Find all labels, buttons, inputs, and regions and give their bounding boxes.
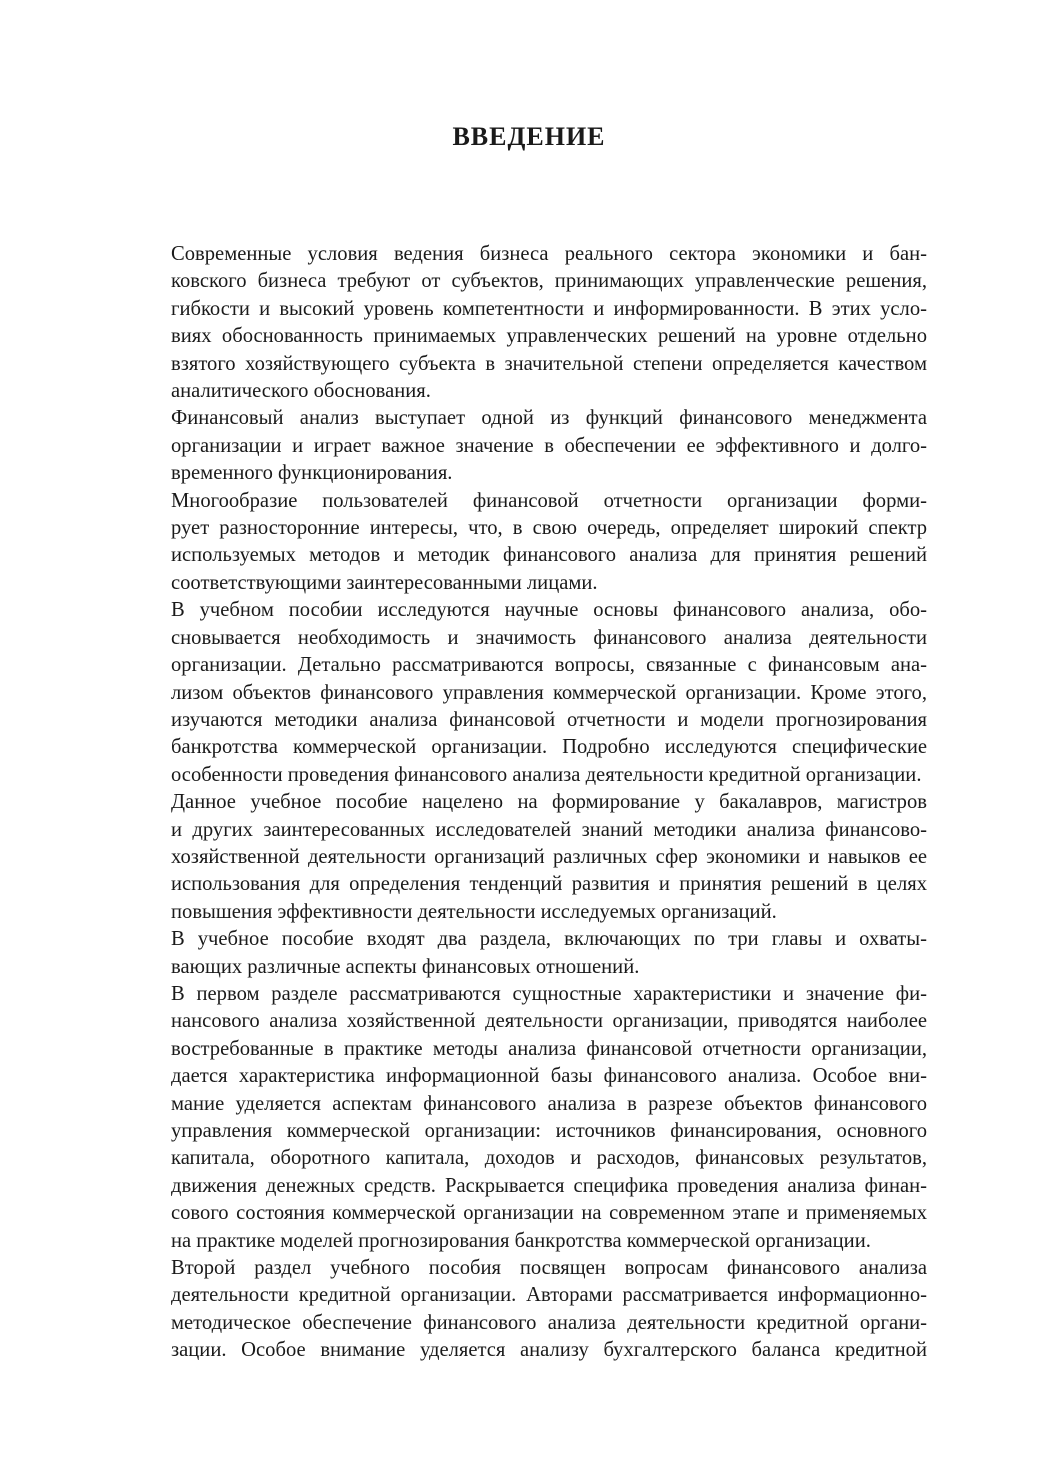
paragraph xyxy=(131,405,927,487)
text-line: и других заинтересованных исследователей знаний методики анализа финансово- xyxy=(171,818,927,841)
text-line: организации. Детально рассматриваются вопросы, связанные с финансовым ана- xyxy=(171,654,927,677)
text-line: мание уделяется аспектам финансового анализа в разрезе объектов финансового xyxy=(171,1092,927,1115)
text-line: востребованные в практике методы анализа финансовой отчетности организации, xyxy=(171,1037,927,1060)
page-title: ВВЕДЕНИЕ xyxy=(452,122,606,151)
text-line: гибкости и высокий уровень компетентности и информированности. В этих усло- xyxy=(171,297,927,320)
text-line: ковского бизнеса требуют от субъектов, принимающих управленческие решения, xyxy=(171,270,927,293)
paragraph xyxy=(131,597,927,789)
body-text xyxy=(131,241,927,1365)
text-line: капитала, оборотного капитала, доходов и расходов, финансовых результатов, xyxy=(171,1147,927,1170)
text-line: зации. Особое внимание уделяется анализу бухгалтерского баланса кредитной xyxy=(171,1339,927,1362)
text-line: движения денежных средств. Раскрывается специфика проведения анализа финан- xyxy=(171,1174,927,1197)
text-line: Финансовый анализ выступает одной из функций финансового менеджмента xyxy=(171,407,927,430)
text-line: рует разносторонние интересы, что, в свою очередь, определяет широкий спектр xyxy=(171,517,927,540)
text-line: нансового анализа хозяйственной деятельности организации, приводятся наиболее xyxy=(171,1010,927,1033)
text-line: деятельности кредитной организации. Авторами рассматривается информационно- xyxy=(171,1284,927,1307)
text-line: повышения эффективности деятельности исследуемых организаций. xyxy=(171,900,777,923)
text-line: организации и играет важное значение в обеспечении ее эффективного и долго- xyxy=(171,434,927,457)
paragraph xyxy=(131,981,927,1255)
paragraph xyxy=(131,488,927,598)
text-line: Второй раздел учебного пособия посвящен вопросам финансового анализа xyxy=(171,1257,927,1280)
text-line: использования для определения тенденций развития и принятия решений в целях xyxy=(171,873,927,896)
text-line: В учебное пособие входят два раздела, включающих по три главы и охваты- xyxy=(171,928,927,951)
text-line: банкротства коммерческой организации. Подробно исследуются специфические xyxy=(171,736,927,759)
paragraph xyxy=(131,1255,927,1365)
text-line: дается характеристика информационной базы финансового анализа. Особое вни- xyxy=(171,1065,927,1088)
paragraph xyxy=(131,926,927,981)
text-line: В первом разделе рассматриваются сущностные характеристики и значение фи- xyxy=(171,982,927,1005)
text-line: Современные условия ведения бизнеса реального сектора экономики и бан- xyxy=(171,243,927,265)
text-line: особенности проведения финансового анализа деятельности кредитной организации. xyxy=(171,763,922,786)
text-line: на практике моделей прогнозирования банкротства коммерческой организации. xyxy=(171,1229,871,1252)
paragraph xyxy=(131,241,927,405)
paragraph xyxy=(131,789,927,926)
text-line: взятого хозяйствующего субъекта в значительной степени определяется качеством xyxy=(171,352,927,375)
text-line: управления коммерческой организации: источников финансирования, основного xyxy=(171,1120,927,1142)
text-line: временного функционирования. xyxy=(171,462,453,485)
text-line: соответствующими заинтересованными лицами. xyxy=(171,571,598,594)
text-line: сновывается необходимость и значимость финансового анализа деятельности xyxy=(171,626,927,649)
text-line: В учебном пособии исследуются научные основы финансового анализа, обо- xyxy=(171,599,927,622)
text-line: методическое обеспечение финансового анализа деятельности кредитной органи- xyxy=(171,1311,927,1334)
text-line: аналитического обоснования. xyxy=(171,380,431,403)
text-line: лизом объектов финансового управления коммерческой организации. Кроме этого, xyxy=(171,681,927,704)
text-line: сового состояния коммерческой организации на современном этапе и применяемых xyxy=(171,1202,927,1225)
text-line: виях обоснованность принимаемых управленческих решений на уровне отдельно xyxy=(171,325,927,348)
text-line: вающих различные аспекты финансовых отношений. xyxy=(171,955,640,978)
text-line: Многообразие пользователей финансовой отчетности организации форми- xyxy=(171,489,927,512)
text-line: Данное учебное пособие нацелено на формирование у бакалавров, магистров xyxy=(171,791,927,814)
text-line: хозяйственной деятельности организаций различных сфер экономики и навыков ее xyxy=(171,845,927,868)
text-line: используемых методов и методик финансового анализа для принятия решений xyxy=(171,544,927,567)
text-line: изучаются методики анализа финансовой отчетности и модели прогнозирования xyxy=(171,708,927,731)
